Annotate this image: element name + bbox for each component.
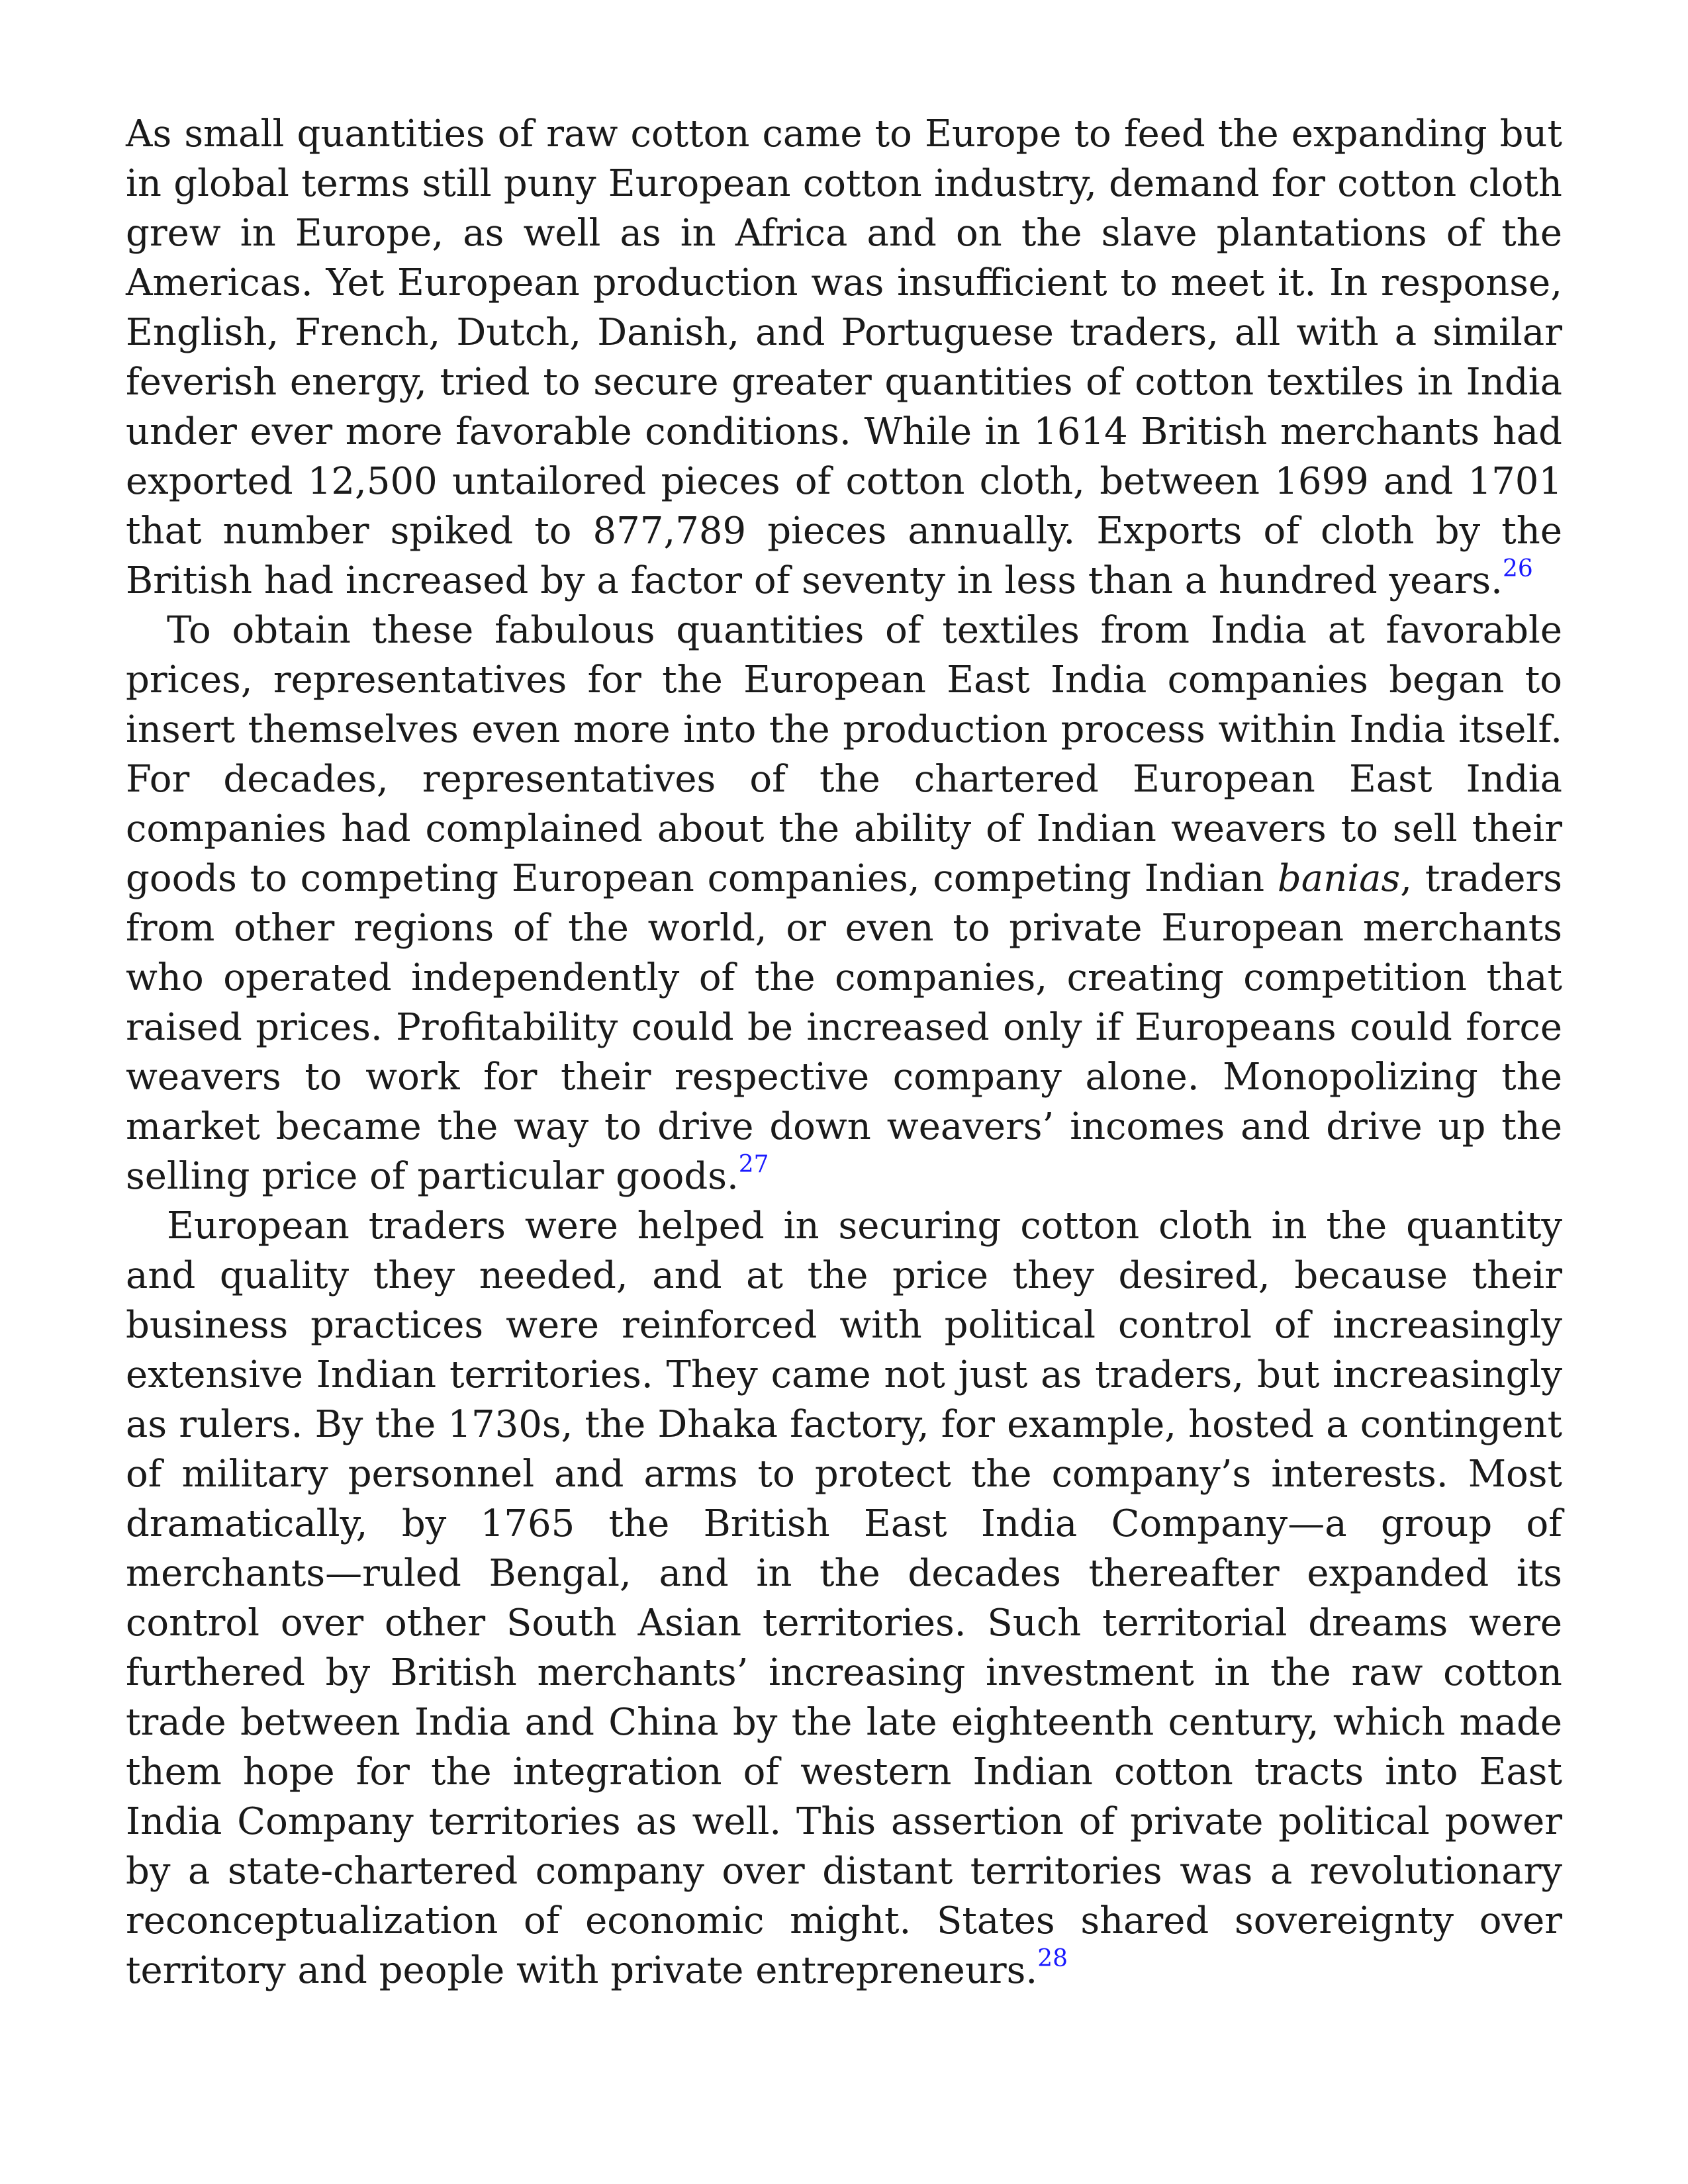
paragraph-2-text-before: To obtain these fabulous quantities of textiles from India at favorable prices, representatives for the European East India companies began to insert themselves even more into the production process within India itself. For decades, representatives of the chartered European East India companies had complained about the ability of Indian weavers to sell their goods to competing European companies, competing Indian — [126, 609, 1562, 900]
footnote-link-28[interactable]: 28 — [1037, 1944, 1068, 1972]
paragraph-2-text-after: , traders from other regions of the world, or even to private European merchants who operated independently of the companies, creating competition that raised prices. Profitability could be increased only if Europeans could force weavers to work for their respective company alone. Monopolizing the market became the way to drive down weavers’ incomes and drive up the selling price of particular goods. — [126, 857, 1562, 1198]
footnote-link-26[interactable]: 26 — [1502, 555, 1533, 582]
paragraph-1-text: As small quantities of raw cotton came to Europe to feed the expanding but in global terms still puny European cotton industry, demand for cotton cloth grew in Europe, as well as in Africa and on the slave plantations of the Americas. Yet European production was insufficient to meet it. In response, English, French, Dutch, Danish, and Portuguese traders, all with a similar feverish energy, tried to secure greater quantities of cotton textiles in India under ever more favorable conditions. While in 1614 British merchants had exported 12,500 untailored pieces of cotton cloth, between 1699 and 1701 that number spiked to 877,789 pieces annually. Exports of cloth by the British had increased by a factor of seventy in less than a hundred years. — [126, 113, 1562, 602]
paragraph-2-italic-term: banias — [1277, 857, 1401, 900]
footnote-link-27[interactable]: 27 — [738, 1150, 769, 1178]
paragraph-2 — [126, 606, 1562, 1201]
paragraph-3-text: European traders were helped in securing cotton cloth in the quantity and quality they needed, and at the price they desired, because their business practices were reinforced with political control of increasingly extensive Indian territories. They came not just as traders, but increasingly as rulers. By the 1730s, the Dhaka factory, for example, hosted a contingent of military personnel and arms to protect the company’s interests. Most dramatically, by 1765 the British East India Company—a group of merchants—ruled Bengal, and in the decades thereafter expanded its control over other South Asian territories. Such territorial dreams were furthered by British merchants’ increasing investment in the raw cotton trade between India and China by the late eighteenth century, which made them hope for the integration of western Indian cotton tracts into East India Company territories as well. This assertion of private political power by a state-chartered company over distant territories was a revolutionary reconceptualization of economic might. States shared sovereignty over territory and people with private entrepreneurs. — [126, 1205, 1562, 1992]
page-body — [126, 109, 1562, 1995]
paragraph-3 — [126, 1201, 1562, 1995]
paragraph-1 — [126, 109, 1562, 606]
